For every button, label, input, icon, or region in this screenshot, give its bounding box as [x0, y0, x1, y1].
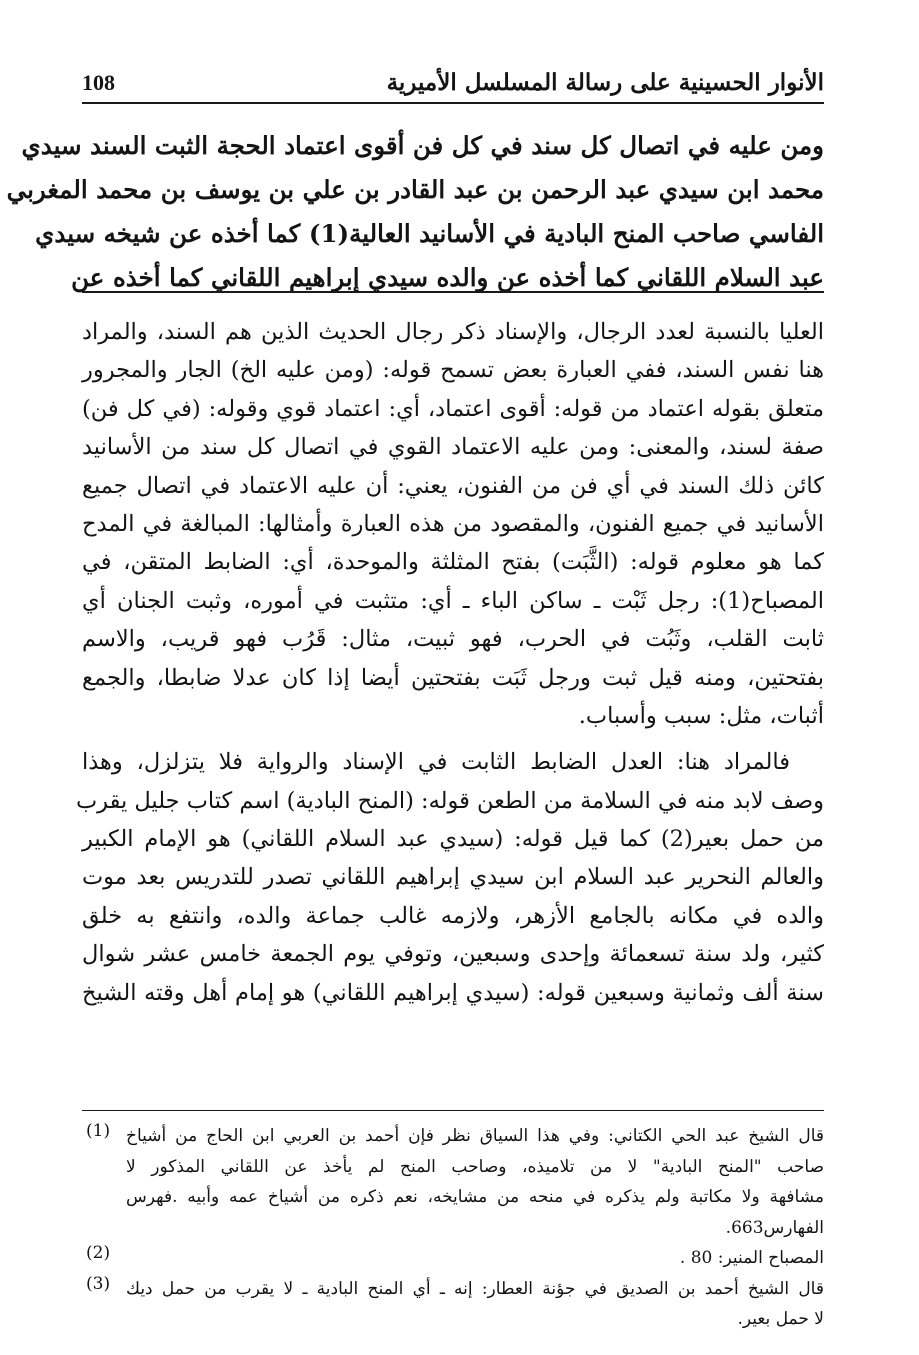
commentary-line: أثبات، مثل: سبب وأسباب. [578, 702, 824, 729]
page-number: 108 [82, 70, 115, 95]
footnote-line: قال الشيخ أحمد بن الصديق في جؤنة العطار: إنه ـ أي المنح البادية ـ لا يقرب من حمل ديك [126, 1278, 824, 1299]
commentary-line: كما هو معلوم قوله: (الثَّبَت) بفتح المثلثة والموحدة، أي: الضابط المتقن، في [82, 549, 824, 576]
commentary-line: سنة ألف وثمانية وسبعين قوله: (سيدي إبراهيم اللقاني) هو إمام أهل وقته الشيخ [82, 979, 824, 1006]
footnote-line: المصباح المنير: 80 . [679, 1248, 824, 1268]
footnote-number: (2) [86, 1243, 111, 1263]
footnote-number: (3) [86, 1273, 111, 1294]
commentary-line: العليا بالنسبة لعدد الرجال، والإسناد ذكر رجال الحديث الذين هم السند، والمراد [82, 319, 824, 345]
footnote-line: مشافهة ولا مكاتبة ولم يذكره في منحه من مشايخه، نعم ذكره من أشياخ عمه وأبيه .فهرس [126, 1187, 824, 1207]
footnote-3 [82, 1274, 824, 1335]
footnote-body [126, 1121, 824, 1243]
footnote-1 [82, 1121, 824, 1243]
matn-line: عبد السلام اللقاني كما أخذه عن والده سيدي إبراهيم اللقاني كما أخذه عن [71, 263, 824, 292]
running-title: الأنوار الحسينية على رسالة المسلسل الأميرية [386, 69, 824, 96]
commentary-line: والعالم النحرير عبد السلام ابن سيدي إبراهيم اللقاني تصدر للتدريس بعد موت [82, 864, 824, 891]
commentary-line: صفة لسند، والمعنى: ومن عليه الاعتماد القوي في اتصال كل سند من الأسانيد [82, 434, 824, 461]
matn-text [6, 124, 824, 300]
footnote-line: صاحب "المنح البادية" لا من تلاميذه، وصاحب المنح لم يأخذ عن اللقاني المذكور لا [126, 1156, 824, 1177]
commentary-line: بفتحتين، ومنه قيل ثبت ورجل ثَبَت بفتحتين أيضا إذا كان عدلا ضابطا، والجمع [82, 664, 824, 691]
matn-line: الفاسي صاحب المنح البادية في الأسانيد العالية(1) كما أخذه عن شيخه سيدي [35, 219, 824, 248]
footnote-line: لا حمل بعير. [737, 1309, 824, 1329]
commentary-line: الأسانيد في جميع الفنون، والمقصود من هذه العبارة وأمثالها: المبالغة في المدح [82, 510, 824, 537]
footnote-body [126, 1274, 824, 1335]
commentary-line: والده في مكانه بالجامع الأزهر، ولازمه غالب جماعة والده، وانتفع به خلق [82, 902, 824, 929]
footnotes [82, 1110, 824, 1335]
page-header [82, 58, 824, 104]
commentary-paragraph-1 [82, 313, 824, 735]
matn-divider [82, 291, 824, 293]
footnote-line: قال الشيخ عبد الحي الكتاني: وفي هذا السياق نظر فإن أحمد بن العربي ابن الحاج من أشياخ [126, 1126, 824, 1146]
commentary-text [75, 313, 824, 1012]
commentary-line: كائن ذلك السند في أي فن من الفنون، يعني: أن عليه الاعتماد في اتصال جميع [82, 472, 824, 499]
commentary-line: من حمل بعير(2) كما قيل قوله: (سيدي عبد السلام اللقاني) هو الإمام الكبير [82, 826, 824, 853]
commentary-line: وصف لابد منه في السلامة من الطعن قوله: (المنح البادية) اسم كتاب جليل يقرب [75, 787, 824, 814]
matn-line: ومن عليه في اتصال كل سند في كل فن أقوى اعتماد الحجة الثبت السند سيدي [21, 131, 824, 160]
matn-line: محمد ابن سيدي عبد الرحمن بن عبد القادر بن علي بن يوسف بن محمد المغربي [6, 175, 824, 204]
footnote-2 [82, 1243, 824, 1274]
book-page [6, 58, 824, 1329]
footnote-number: (1) [86, 1121, 111, 1141]
commentary-line: هنا نفس السند، ففي العبارة بعض تسمح قوله: (ومن عليه الخ) الجار والمجرور [82, 357, 824, 384]
commentary-line: فالمراد هنا: العدل الضابط الثابت في الإسناد والرواية فلا يتزلزل، وهذا [82, 749, 790, 776]
commentary-line: ثابت القلب، وثَبُت في الحرب، فهو ثبيت، مثال: قَرُب فهو قريب، والاسم [82, 626, 824, 653]
commentary-line: المصباح(1): رجل ثَبْت ـ ساكن الباء ـ أي: متثبت في أموره، وثبت الجنان أي [82, 587, 824, 614]
commentary-line: متعلق بقوله اعتماد من قوله: أقوى اعتماد، أي: اعتماد قوي وقوله: (في كل فن) [82, 395, 824, 422]
paragraph-gap [82, 735, 824, 743]
footnote-line: الفهارس663. [725, 1217, 824, 1238]
commentary-line: كثير، ولد سنة تسعمائة وإحدى وسبعين، وتوفي يوم الجمعة خامس عشر شوال [82, 941, 824, 968]
footnote-body [126, 1243, 824, 1274]
commentary-paragraph-2 [75, 743, 824, 1012]
